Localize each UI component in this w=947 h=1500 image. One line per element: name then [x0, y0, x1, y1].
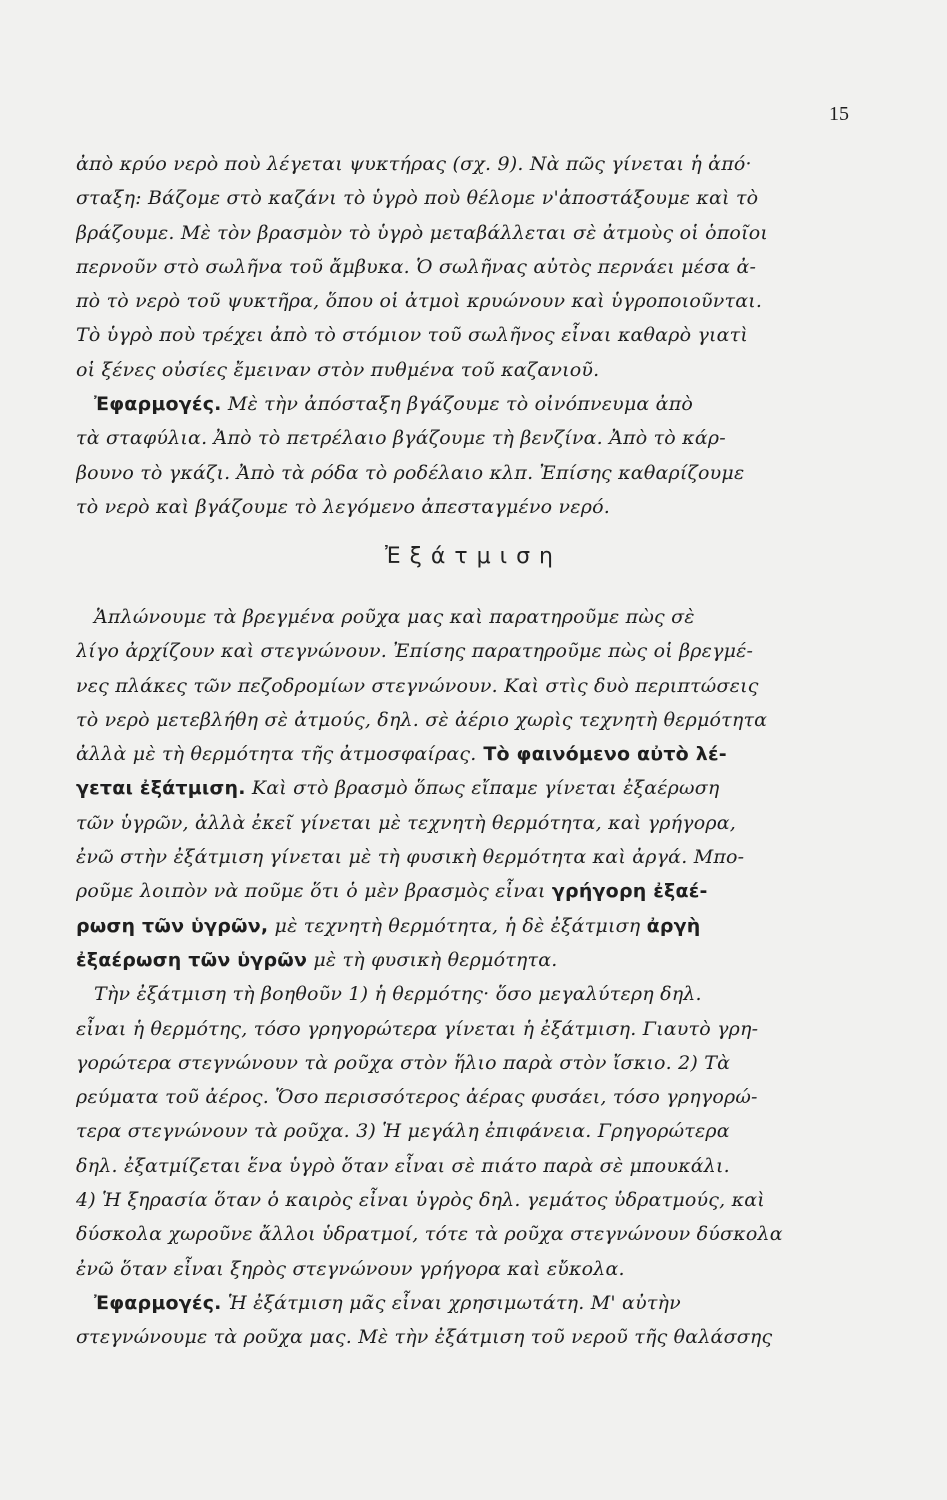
text-line: περνοῦν στὸ σωλῆνα τοῦ ἄμβυκα. Ὁ σωλῆνας αὐτὸς περνάει μέσα ἀ- — [76, 255, 757, 278]
emphasis-run: ἐξαέρωση τῶν ὑγρῶν — [76, 948, 308, 971]
emphasis-run: ρωση τῶν ὑγρῶν, — [76, 914, 269, 937]
text-line: βράζουμε. Μὲ τὸν βρασμὸν τὸ ὑγρὸ μεταβάλλεται σὲ ἀτμοὺς οἱ ὁποῖοι — [76, 221, 769, 244]
text-line: δύσκολα χωροῦνε ἄλλοι ὑδρατμοί, τότε τὰ ροῦχα στεγνώνουν δύσκολα — [76, 1223, 783, 1246]
text-line — [76, 874, 842, 908]
text-line: τερα στεγνώνουν τὰ ροῦχα. 3) Ἡ μεγάλη ἐπιφάνεια. Γρηγορώτερα — [76, 1120, 730, 1143]
text-line: 4) Ἡ ξηρασία ὅταν ὁ καιρὸς εἶναι ὑγρὸς δηλ. γεμάτος ὑδρατμούς, καὶ — [76, 1189, 765, 1212]
text-line: τὰ σταφύλια. Ἀπὸ τὸ πετρέλαιο βγάζουμε τὴ βενζίνα. Ἀπὸ τὸ κάρ- — [76, 427, 726, 450]
text-line: Τὸ ὑγρὸ ποὺ τρέχει ἀπὸ τὸ στόμιον τοῦ σωλῆνος εἶναι καθαρὸ γιατὶ — [76, 324, 749, 347]
text-line: Ἁπλώνουμε τὰ βρεγμένα ροῦχα μας καὶ παρατηροῦμε πὼς σὲ — [94, 606, 695, 628]
text-line — [76, 737, 842, 771]
text-line: νες πλάκες τῶν πεζοδρομίων στεγνώνουν. Καὶ στὶς δυὸ περιπτώσεις — [76, 674, 759, 697]
text-run: μὲ τεχνητὴ θερμότητα, ἡ δὲ ἐξάτμιση — [268, 914, 647, 937]
text-line — [76, 771, 842, 805]
page-number: 15 — [829, 103, 849, 125]
text-line: ἀπὸ κρύο νερὸ ποὺ λέγεται ψυκτήρας (σχ. 9). Νὰ πῶς γίνεται ἡ ἀπό· — [76, 153, 752, 175]
applications-line — [76, 387, 842, 421]
emphasis-run: γρήγορη ἐξαέ- — [551, 880, 708, 903]
intro-block — [76, 147, 842, 524]
text-line: τῶν ὑγρῶν, ἀλλὰ ἐκεῖ γίνεται μὲ τεχνητὴ θερμότητα, καὶ γρήγορα, — [76, 811, 737, 834]
text-line: τὸ νερὸ καὶ βγάζουμε τὸ λεγόμενο ἀπεσταγμένο νερό. — [76, 495, 610, 518]
text-line: ρεύματα τοῦ ἀέρος. Ὅσο περισσότερος ἀέρας φυσάει, τόσο γρηγορώ- — [76, 1086, 758, 1109]
text-run: μὲ τὴ φυσικὴ θερμότητα. — [307, 948, 558, 971]
text-line: εἶναι ἡ θερμότης, τόσο γρηγορώτερα γίνεται ἡ ἐξάτμιση. Γιαυτὸ γρη- — [76, 1017, 759, 1040]
text-line: λίγο ἀρχίζουν καὶ στεγνώνουν. Ἐπίσης παρατηροῦμε πὼς οἱ βρεγμέ- — [76, 640, 754, 663]
text-run: ροῦμε λοιπὸν νὰ ποῦμε ὅτι ὁ μὲν βρασμὸς εἶναι — [76, 880, 552, 903]
text-line: ἐνῶ ὅταν εἶναι ξηρὸς στεγνώνουν γρήγορα καὶ εὔκολα. — [76, 1257, 625, 1280]
text-line: δηλ. ἐξατμίζεται ἕνα ὑγρὸ ὅταν εἶναι σὲ πιάτο παρὰ σὲ μπουκάλι. — [76, 1154, 730, 1177]
text-line: σταξη: Βάζομε στὸ καζάνι τὸ ὑγρὸ ποὺ θέλομε ν'ἀποστάξουμε καὶ τὸ — [76, 187, 759, 210]
emphasis-run: ἀργὴ — [646, 914, 701, 937]
text-line: Τὴν ἐξάτμιση τὴ βοηθοῦν 1) ἡ θερμότης· ὅσο μεγαλύτερη δηλ. — [94, 983, 702, 1006]
text-run: Ἡ ἐξάτμιση μᾶς εἶναι χρησιμωτάτη. Μ' αὐτὴν — [221, 1291, 681, 1314]
section-heading: Ἐξάτμιση — [385, 544, 562, 569]
applications-line — [76, 1286, 842, 1320]
applications-label: Ἐφαρμογές. — [94, 1291, 222, 1314]
text-line: οἱ ξένες οὐσίες ἔμειναν στὸν πυθμένα τοῦ καζανιοῦ. — [76, 358, 600, 381]
text-line: γορώτερα στεγνώνουν τὰ ροῦχα στὸν ἥλιο παρὰ στὸν ἴσκιο. 2) Τὰ — [76, 1051, 731, 1074]
section-body — [76, 600, 842, 1355]
emphasis-run: γεται ἐξάτμιση. — [76, 777, 246, 800]
text-run: ἀλλὰ μὲ τὴ θερμότητα τῆς ἀτμοσφαίρας. — [76, 743, 477, 766]
text-line — [76, 909, 842, 943]
text-run: Μὲ τὴν ἀπόσταξη βγάζουμε τὸ οἰνόπνευμα ἀπὸ — [221, 393, 694, 416]
emphasis-run: Τὸ φαινόμενο αὐτὸ λέ- — [476, 743, 727, 766]
text-line: στεγνώνουμε τὰ ροῦχα μας. Μὲ τὴν ἐξάτμιση τοῦ νεροῦ τῆς θαλάσσης — [76, 1326, 773, 1349]
text-line: ἐνῶ στὴν ἐξάτμιση γίνεται μὲ τὴ φυσικὴ θερμότητα καὶ ἀργά. Μπο- — [76, 846, 745, 869]
applications-label: Ἐφαρμογές. — [94, 393, 222, 416]
text-line: τὸ νερὸ μετεβλήθη σὲ ἀτμούς, δηλ. σὲ ἀέριο χωρὶς τεχνητὴ θερμότητα — [76, 708, 768, 731]
text-line: πὸ τὸ νερὸ τοῦ ψυκτῆρα, ὅπου οἱ ἀτμοὶ κρυώνουν καὶ ὑγροποιοῦνται. — [76, 290, 763, 313]
text-run: Καὶ στὸ βρασμὸ ὅπως εἴπαμε γίνεται ἐξαέρωση — [245, 777, 720, 800]
text-line — [76, 943, 842, 977]
text-line: βουνο τὸ γκάζι. Ἀπὸ τὰ ρόδα τὸ ροδέλαιο κλπ. Ἐπίσης καθαρίζουμε — [76, 461, 745, 484]
